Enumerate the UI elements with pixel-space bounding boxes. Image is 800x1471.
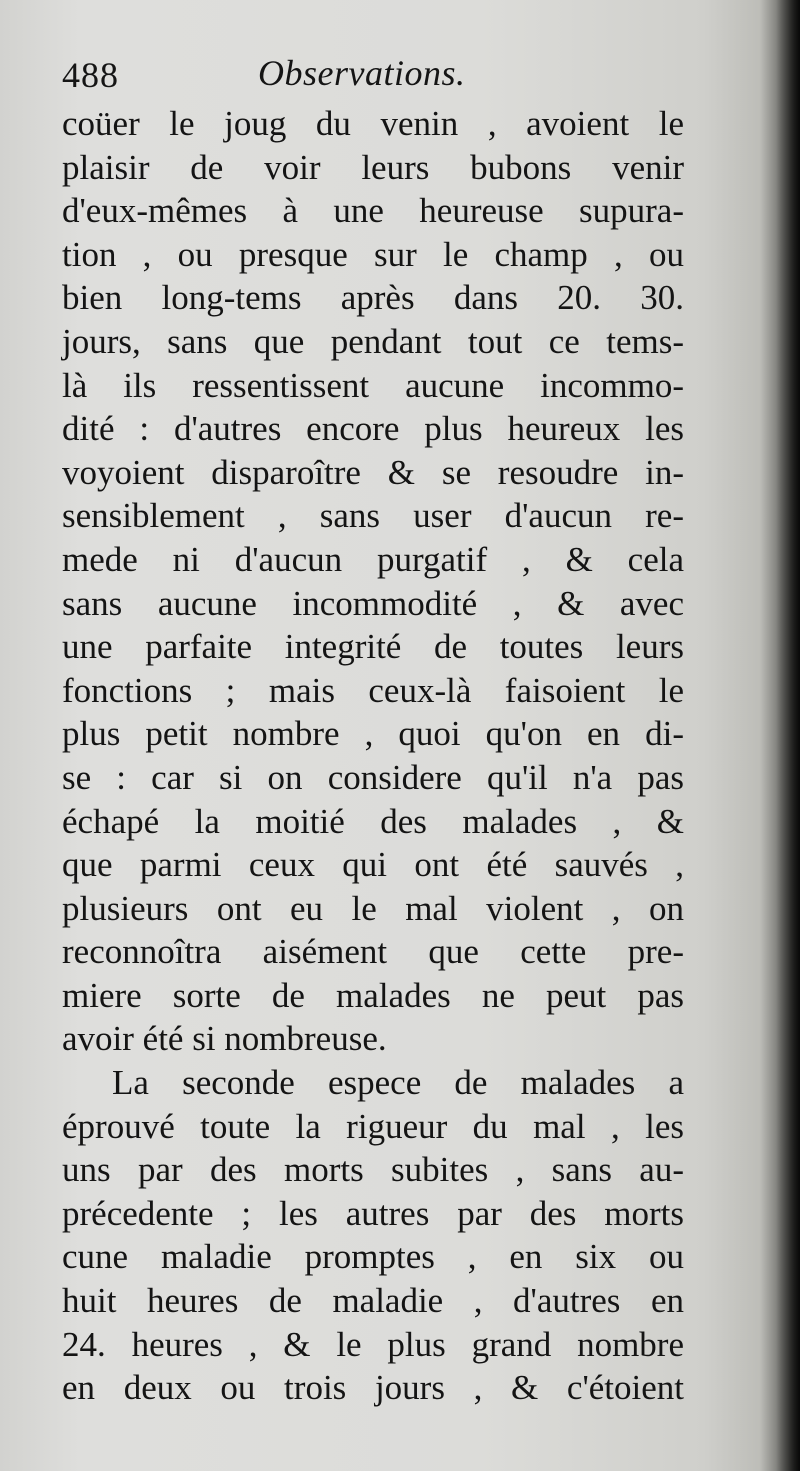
text-line: voyoient disparoître & se resoudre in- <box>62 452 684 492</box>
text-line: bien long-tems après dans 20. 30. <box>62 278 684 318</box>
binding-shadow <box>776 0 800 1471</box>
text-line: cune maladie promptes , en six ou <box>62 1237 684 1277</box>
text-line: en deux ou trois jours , & c'étoient <box>62 1368 684 1408</box>
text-line: coüer le joug du venin , avoient le <box>62 104 684 143</box>
text-line: plusieurs ont eu le mal violent , on <box>62 888 684 928</box>
page-number: 488 <box>62 55 119 95</box>
text-line: d'eux-mêmes à une heureuse supura- <box>62 191 684 231</box>
text-line: huit heures de maladie , d'autres en <box>62 1281 684 1321</box>
text-line: se : car si on considere qu'il n'a pas <box>62 757 684 797</box>
text-line: uns par des morts subites , sans au- <box>62 1150 684 1190</box>
text-line: plaisir de voir leurs bubons venir <box>62 147 684 187</box>
text-line: miere sorte de malades ne peut pas <box>62 975 684 1015</box>
text-line: avoir été si nombreuse. <box>62 1019 387 1059</box>
text-line: reconnoîtra aisément que cette pre- <box>62 932 684 972</box>
running-title: Observations. <box>258 53 466 93</box>
text-line: jours, sans que pendant tout ce tems- <box>62 321 684 361</box>
text-line: dité : d'autres encore plus heureux les <box>62 409 684 449</box>
text-line: que parmi ceux qui ont été sauvés , <box>62 845 684 885</box>
text-line: échapé la moitié des malades , & <box>62 801 684 841</box>
text-line: 24. heures , & le plus grand nombre <box>62 1324 684 1364</box>
text-line: tion , ou presque sur le champ , ou <box>62 234 684 274</box>
text-line: sans aucune incommodité , & avec <box>62 583 684 623</box>
text-line: plus petit nombre , quoi qu'on en di- <box>62 714 684 754</box>
text-line: éprouvé toute la rigueur du mal , les <box>62 1106 684 1146</box>
body-text <box>62 102 684 1410</box>
text-line: fonctions ; mais ceux-là faisoient le <box>62 670 684 710</box>
text-line: une parfaite integrité de toutes leurs <box>62 627 684 667</box>
text-line: La seconde espece de malades a <box>112 1063 684 1103</box>
text-line: mede ni d'aucun purgatif , & cela <box>62 539 684 579</box>
page-header <box>62 48 682 104</box>
text-line: là ils ressentissent aucune incommo- <box>62 365 684 405</box>
text-line: précedente ; les autres par des morts <box>62 1193 684 1233</box>
text-line: sensiblement , sans user d'aucun re- <box>62 496 684 536</box>
